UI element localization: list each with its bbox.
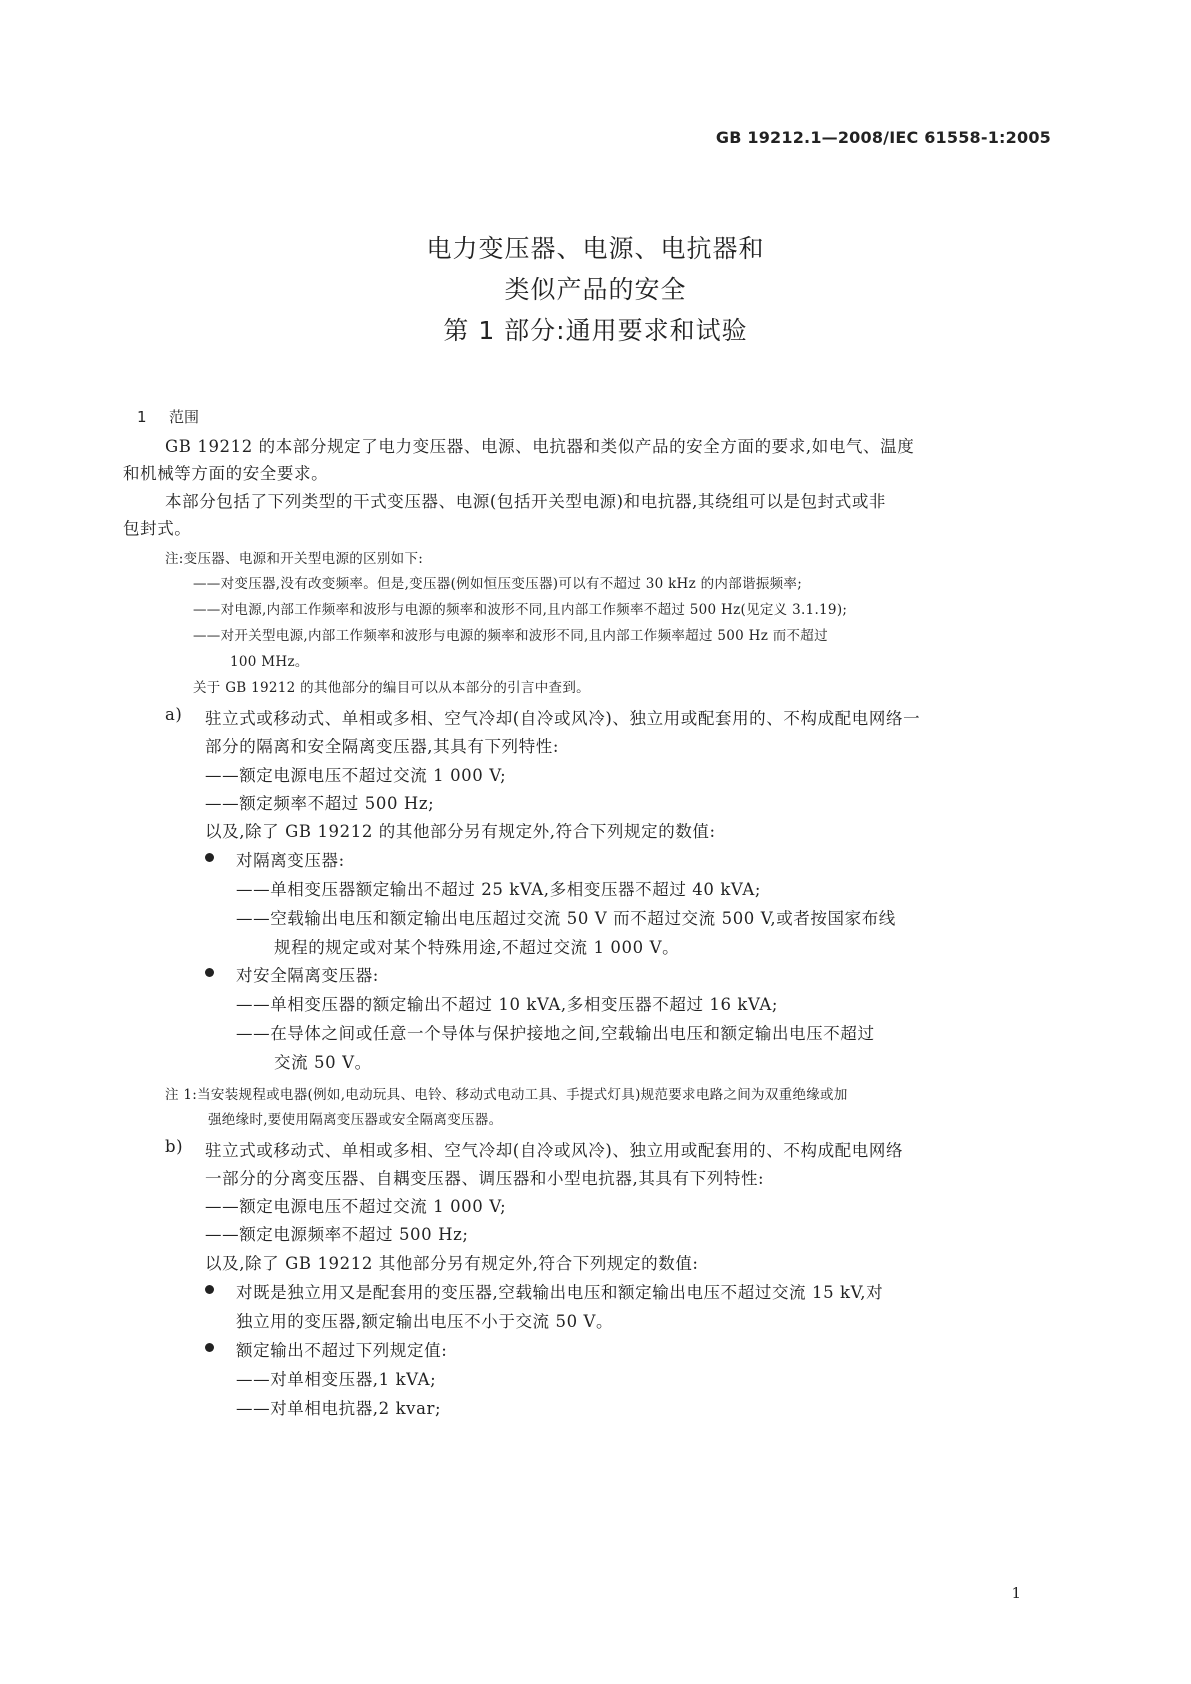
note-line: 注 1:当安装规程或电器(例如,电动玩具、电铃、移动式电动工具、手提式灯具)规范要求电路之间为双重绝缘或加 bbox=[165, 1087, 848, 1103]
list-line: ——对单相变压器,1 kVA; bbox=[236, 1370, 437, 1389]
title-line-2: 类似产品的安全 bbox=[504, 275, 687, 304]
list-line: 驻立式或移动式、单相或多相、空气冷却(自冷或风冷)、独立用或配套用的、不构成配电网络一 bbox=[205, 709, 921, 728]
list-line: ——单相变压器额定输出不超过 25 kVA,多相变压器不超过 40 kVA; bbox=[236, 880, 761, 899]
bullet-icon bbox=[205, 1343, 214, 1352]
bullet-icon bbox=[205, 1285, 214, 1294]
section-number: 1 bbox=[137, 408, 147, 426]
list-label-b: b) bbox=[165, 1137, 184, 1156]
note-line: 关于 GB 19212 的其他部分的编目可以从本部分的引言中查到。 bbox=[193, 680, 590, 696]
list-line: 对隔离变压器: bbox=[236, 851, 345, 870]
list-label-a: a) bbox=[165, 705, 183, 724]
list-line: 对安全隔离变压器: bbox=[236, 966, 379, 985]
note-line: 100 MHz。 bbox=[230, 654, 309, 670]
list-line: 交流 50 V。 bbox=[274, 1053, 372, 1072]
paragraph-line: 包封式。 bbox=[123, 519, 192, 538]
section-heading bbox=[137, 406, 199, 427]
bullet-icon bbox=[205, 968, 214, 977]
bullet-icon bbox=[205, 853, 214, 862]
list-line: 部分的隔离和安全隔离变压器,其具有下列特性: bbox=[205, 737, 560, 756]
list-line: 规程的规定或对某个特殊用途,不超过交流 1 000 V。 bbox=[274, 938, 680, 957]
standard-code-header: GB 19212.1—2008/IEC 61558-1:2005 bbox=[715, 128, 1051, 147]
note-line: ——对电源,内部工作频率和波形与电源的频率和波形不同,且内部工作频率不超过 500 Hz(见定义 3.1.19); bbox=[193, 602, 848, 618]
section-title: 范围 bbox=[169, 408, 200, 426]
list-line: 额定输出不超过下列规定值: bbox=[236, 1341, 448, 1360]
list-line: ——对单相电抗器,2 kvar; bbox=[236, 1399, 442, 1418]
list-line: 一部分的分离变压器、自耦变压器、调压器和小型电抗器,其具有下列特性: bbox=[205, 1169, 765, 1188]
list-line: ——空载输出电压和额定输出电压超过交流 50 V 而不超过交流 500 V,或者按国家布线 bbox=[236, 909, 896, 928]
note-line: 强绝缘时,要使用隔离变压器或安全隔离变压器。 bbox=[208, 1112, 503, 1128]
list-line: 以及,除了 GB 19212 的其他部分另有规定外,符合下列规定的数值: bbox=[205, 822, 716, 841]
list-line: ——单相变压器的额定输出不超过 10 kVA,多相变压器不超过 16 kVA; bbox=[236, 995, 779, 1014]
note-line: ——对变压器,没有改变频率。但是,变压器(例如恒压变压器)可以有不超过 30 kHz 的内部谐振频率; bbox=[193, 576, 803, 592]
list-line: 独立用的变压器,额定输出电压不小于交流 50 V。 bbox=[236, 1312, 614, 1331]
title-line-1: 电力变压器、电源、电抗器和 bbox=[426, 234, 765, 263]
list-line: ——额定电源电压不超过交流 1 000 V; bbox=[205, 766, 507, 785]
list-line: ——额定电源电压不超过交流 1 000 V; bbox=[205, 1197, 507, 1216]
page-number: 1 bbox=[1011, 1584, 1021, 1602]
list-line: 驻立式或移动式、单相或多相、空气冷却(自冷或风冷)、独立用或配套用的、不构成配电网络 bbox=[205, 1141, 904, 1160]
list-line: ——额定电源频率不超过 500 Hz; bbox=[205, 1225, 469, 1244]
list-line: ——额定频率不超过 500 Hz; bbox=[205, 794, 435, 813]
list-line: 以及,除了 GB 19212 其他部分另有规定外,符合下列规定的数值: bbox=[205, 1254, 699, 1273]
paragraph-line: 本部分包括了下列类型的干式变压器、电源(包括开关型电源)和电抗器,其绕组可以是包封式或非 bbox=[165, 492, 887, 511]
note-line: ——对开关型电源,内部工作频率和波形与电源的频率和波形不同,且内部工作频率超过 500 Hz 而不超过 bbox=[193, 628, 828, 644]
title-line-3: 第 1 部分:通用要求和试验 bbox=[443, 316, 748, 345]
list-line: ——在导体之间或任意一个导体与保护接地之间,空载输出电压和额定输出电压不超过 bbox=[236, 1024, 875, 1043]
note-line: 注:变压器、电源和开关型电源的区别如下: bbox=[165, 551, 424, 567]
paragraph-line: GB 19212 的本部分规定了电力变压器、电源、电抗器和类似产品的安全方面的要求,如电气、温度 bbox=[165, 437, 915, 456]
paragraph-line: 和机械等方面的安全要求。 bbox=[123, 464, 329, 483]
document-title bbox=[0, 228, 1191, 351]
list-line: 对既是独立用又是配套用的变压器,空载输出电压和额定输出电压不超过交流 15 kV,对 bbox=[236, 1283, 884, 1302]
